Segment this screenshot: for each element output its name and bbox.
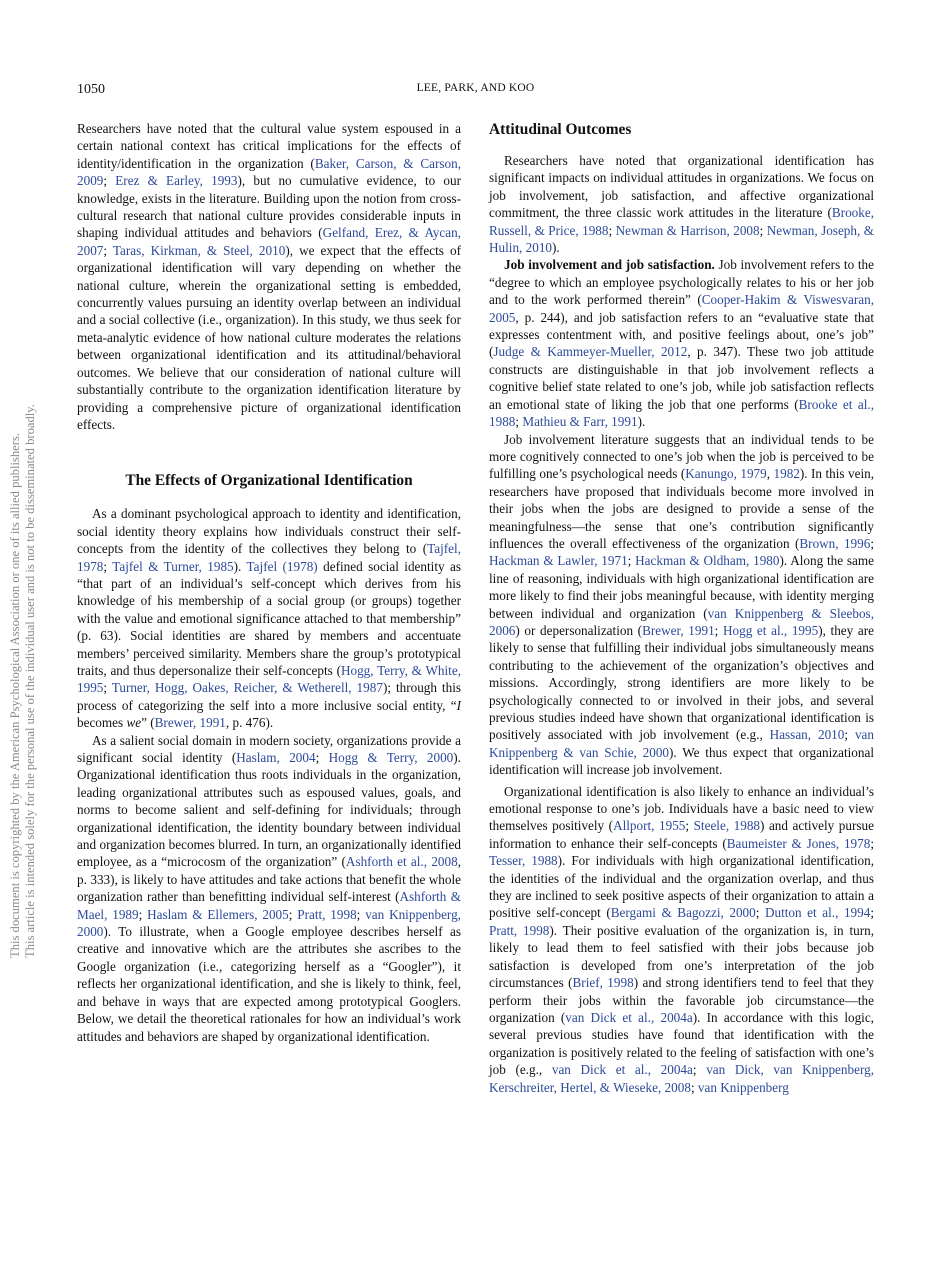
citation-link[interactable]: Judge & Kammeyer-Mueller, 2012	[493, 344, 688, 360]
citation-link[interactable]: Ashforth & Mael, 1989	[77, 889, 461, 922]
citation-link[interactable]: Hassan, 2010	[769, 727, 845, 743]
citation-link[interactable]: Turner, Hogg, Oakes, Reicher, & Wetherell, 1987	[111, 680, 383, 696]
citation-link[interactable]: van Dick, van Knippenberg, Kerschreiter, Hertel, & Wieseke, 2008	[489, 1062, 874, 1095]
citation-link[interactable]: Pratt, 1998	[489, 922, 550, 938]
citation-link[interactable]: Kanungo, 1979	[685, 466, 767, 482]
citation-link[interactable]: van Knippenberg, 2000	[77, 906, 461, 940]
paragraph-body: Job involvement refers to the “degree to which an employee psychologically relates to his or her job and to the work performed therein” (Cooper-Hakim & Viswesvaran, 2005, p. 244), and job satisfaction refers to an “evaluative state that expresses contentment with, and positive feelings about, one’s job” (Judge & Kammeyer-Mueller, 2012, p. 347). These two job attitude constructs are distinguishable in that job involvement reflects a cognitive belief state related to one’s job, while job satisfaction reflects an emotional state of liking the job that one performs (Brooke et al., 1988; Mathieu & Farr, 1991).	[489, 257, 875, 430]
citation-link[interactable]: 1982	[773, 466, 800, 482]
citation-link[interactable]: Dutton et al., 1994	[764, 905, 871, 921]
citation-link[interactable]: Brewer, 1991	[154, 715, 226, 731]
citation-link[interactable]: Tesser, 1988	[489, 853, 558, 869]
citation-link[interactable]: Tajfel & Turner, 1985	[112, 558, 234, 574]
citation-link[interactable]: Pratt, 1998	[297, 906, 357, 922]
citation-link[interactable]: Brooke, Russell, & Price, 1988	[489, 205, 874, 238]
section-heading: Attitudinal Outcomes	[489, 121, 632, 138]
citation-link[interactable]: Hogg et al., 1995	[722, 622, 819, 638]
citation-link[interactable]: Haslam, 2004	[236, 750, 316, 765]
citation-link[interactable]: Hogg & Terry, 2000	[328, 750, 454, 765]
section-heading: The Effects of Organizational Identification	[125, 472, 413, 490]
citation-link[interactable]: Hackman & Oldham, 1980	[635, 553, 780, 569]
citation-link[interactable]: van Dick et al., 2004a	[565, 1009, 693, 1025]
copyright-margin-note	[8, 358, 38, 958]
citation-link[interactable]: van Knippenberg & van Schie, 2000	[489, 727, 874, 760]
citation-link[interactable]: van Dick et al., 2004a	[551, 1062, 693, 1078]
left-column	[77, 120, 461, 1045]
citation-link[interactable]: Ashforth et al., 2008	[345, 854, 458, 870]
citation-link[interactable]: Allport, 1955	[613, 818, 686, 834]
page-header	[77, 82, 874, 100]
citation-link[interactable]: Tajfel, 1978	[77, 541, 461, 574]
italic-text: I	[456, 697, 461, 713]
italic-text: we	[126, 715, 142, 731]
citation-link[interactable]: van Knippenberg & Sleebos, 2006	[489, 605, 874, 638]
citation-link[interactable]: Baker, Carson, & Carson, 2009	[77, 155, 461, 189]
citation-link[interactable]: Brewer, 1991	[642, 622, 715, 638]
citation-link[interactable]: Mathieu & Farr, 1991	[522, 414, 638, 430]
citation-link[interactable]: Newman & Harrison, 2008	[615, 222, 760, 238]
citation-link[interactable]: Erez & Earley, 1993	[115, 173, 238, 189]
runin-heading: Job involvement and job satisfaction.	[504, 257, 715, 273]
citation-link[interactable]: Haslam & Ellemers, 2005	[147, 906, 289, 922]
citation-link[interactable]: Bergami & Bagozzi, 2000	[610, 905, 756, 921]
paragraph: As a dominant psychological approach to identity and identification, social identity theory explains how individuals construct their self-concepts from the identity of the collectives they belong to (Tajfel, 1978; Tajfel & Turner, 1985). Tajfel (1978) defined social identity as “that part of an individual’s self-concept which derives from his knowledge of his membership of a social group (or groups) together with the value and emotional significance attached to that membership” (p. 63). Social identities are shared by members and accentuate members’ perceived similarity. Members share the group’s prototypical traits, and thus depersonalize their self-concepts (Hogg, Terry, & White, 1995; Turner, Hogg, Oakes, Reicher, & Wetherell, 1987); through this process of categorizing the self into a more inclusive social entity, “I becomes we” (Brewer, 1991, p. 476).	[77, 506, 461, 731]
paragraph: Organizational identification is also likely to enhance an individual’s emotional response to one’s job. Individuals have a basic need to view themselves positively (Allport, 1955; Steele, 1988) and actively pursue information to enhance their self-concepts (Baumeister & Jones, 1978; Tesser, 1988). For individuals with high organizational identification, the identities of the individual and the organization overlap, and thus they are inclined to seek positive aspects of their organization to attain a positive self-concept (Bergami & Bagozzi, 2000; Dutton et al., 1994; Pratt, 1998). Their positive evaluation of the organization is, in turn, likely to lead them to feel satisfied with their jobs because job satisfaction is developed from one’s interpretation of the job circumstances (Brief, 1998) and strong identifiers tend to feel that they perform their jobs within the favorable job circumstance—the organization (van Dick et al., 2004a). In accordance with this logic, several previous studies have found that identification with the organization is positively related to the feeling of satisfaction with one’s job (e.g., van Dick et al., 2004a; van Dick, van Knippenberg, Kerschreiter, Hertel, & Wieseke, 2008; van Knippenberg	[489, 783, 875, 1095]
citation-link[interactable]: Brooke et al., 1988	[489, 396, 875, 430]
copyright-line-2: This article is intended solely for the personal use of the individual user and is not to be disseminated broadly.	[23, 404, 37, 958]
copyright-line-1: This document is copyrighted by the American Psychological Association or one of its allied publishers.	[8, 433, 22, 958]
citation-link[interactable]: Newman, Joseph, & Hulin, 2010	[489, 222, 874, 256]
citation-link[interactable]: Steele, 1988	[693, 818, 761, 834]
citation-link[interactable]: Baumeister & Jones, 1978	[726, 835, 871, 851]
citation-link[interactable]: Hackman & Lawler, 1971	[489, 553, 628, 569]
citation-link[interactable]: van Knippenberg	[697, 1079, 789, 1095]
citation-link[interactable]: Brown, 1996	[799, 535, 871, 551]
paragraph	[489, 256, 874, 430]
citation-link[interactable]: Tajfel (1978)	[246, 558, 318, 574]
right-column	[489, 120, 874, 1096]
paragraph: Researchers have noted that organizational identification has significant impacts on individual attitudes in organizations. We focus on job involvement, job satisfaction, and affective organizational commitment, the three classic work attitudes in the literature (Brooke, Russell, & Price, 1988; Newman & Harrison, 2008; Newman, Joseph, & Hulin, 2010).	[489, 153, 874, 256]
citation-link[interactable]: Taras, Kirkman, & Steel, 2010	[112, 242, 286, 258]
citation-link[interactable]: Brief, 1998	[572, 975, 634, 991]
paragraph: Job involvement literature suggests that an individual tends to be more cognitively connected to one’s job when the job is perceived to be fulfilling one’s psychological needs (Kanungo, 1979, 1982). In this vein, researchers have proposed that individuals become more involved in their jobs when the jobs are designed to provide a sense of the meaningfulness—the sense that one’s contribution significantly influences the overall effectiveness of the organization (Brown, 1996; Hackman & Lawler, 1971; Hackman & Oldham, 1980). Along the same line of reasoning, individuals with high organizational identification are more likely to find their jobs meaningful because, with identity merging between individual and organization (van Knippenberg & Sleebos, 2006) or depersonalization (Brewer, 1991; Hogg et al., 1995), they are likely to sense that fulfilling their individual jobs simultaneously means contributing to the achievement of the organization’s objectives and missions. Accordingly, strong identifiers are more likely to be psychologically connected to or involved in their jobs, and several previous studies indeed have shown that organizational identification is positively associated with job involvement (e.g., Hassan, 2010; van Knippenberg & van Schie, 2000). We thus expect that organizational identification will increase job involvement.	[489, 431, 875, 778]
citation-link[interactable]: Cooper-Hakim & Viswesvaran, 2005	[489, 292, 875, 325]
running-head: LEE, PARK, AND KOO	[416, 82, 535, 94]
paragraph: As a salient social domain in modern society, organizations provide a significant social identity (Haslam, 2004; Hogg & Terry, 2000). Organizational identification thus roots individuals in the organization, leading organizational attributes such as espoused values, goals, and norms to become salient and self-defining for individuals; through organizational identification, the identity boundary between individual and organization becomes blurred. In turn, an organizationally identified employee, as a “microcosm of the organization” (Ashforth et al., 2008, p. 333), is likely to have attitudes and take actions that benefit the whole organization rather than benefitting individual self-interest (Ashforth & Mael, 1989; Haslam & Ellemers, 2005; Pratt, 1998; van Knippenberg, 2000). To illustrate, when a Google employee describes herself as creative and innovative which are the attributes she ascribes to the Google organization (i.e., categorizing herself as a “Googler”), it reflects her organizational identification, and she is likely to think, feel, and behave in ways that are expected among prototypical Googlers. Below, we detail the theoretical rationales for how an individual’s work attitudes and behaviors are shaped by organizational identification.	[77, 732, 461, 1044]
paragraph: Researchers have noted that the cultural value system espoused in a certain national context has critical implications for the effects of identity/identification in the organization (Baker, Carson, & Carson, 2009; Erez & Earley, 1993), but no cumulative evidence, to our knowledge, exists in the literature. Building upon the notion from cross-cultural research that national culture provides considerable inputs in shaping individual attitudes and behaviors (Gelfand, Erez, & Aycan, 2007; Taras, Kirkman, & Steel, 2010), we expect that the effects of organizational identification will vary depending on whether the national culture, wherein the organizational setting is embedded, concurrently values pursuing an identity overlap between an individual and a social collective (i.e., organization). In this study, we thus seek for meta-analytic evidence of how national culture moderates the relations between organizational identification and its attitudinal/behavioral outcomes. We believe that our consideration of national culture will substantially contribute to the organization identification literature by providing a comprehensive picture of organizational identification effects.	[77, 121, 462, 432]
page-number: 1050	[77, 82, 105, 97]
citation-link[interactable]: Gelfand, Erez, & Aycan, 2007	[77, 225, 461, 258]
citation-link[interactable]: Hogg, Terry, & White, 1995	[77, 662, 461, 696]
